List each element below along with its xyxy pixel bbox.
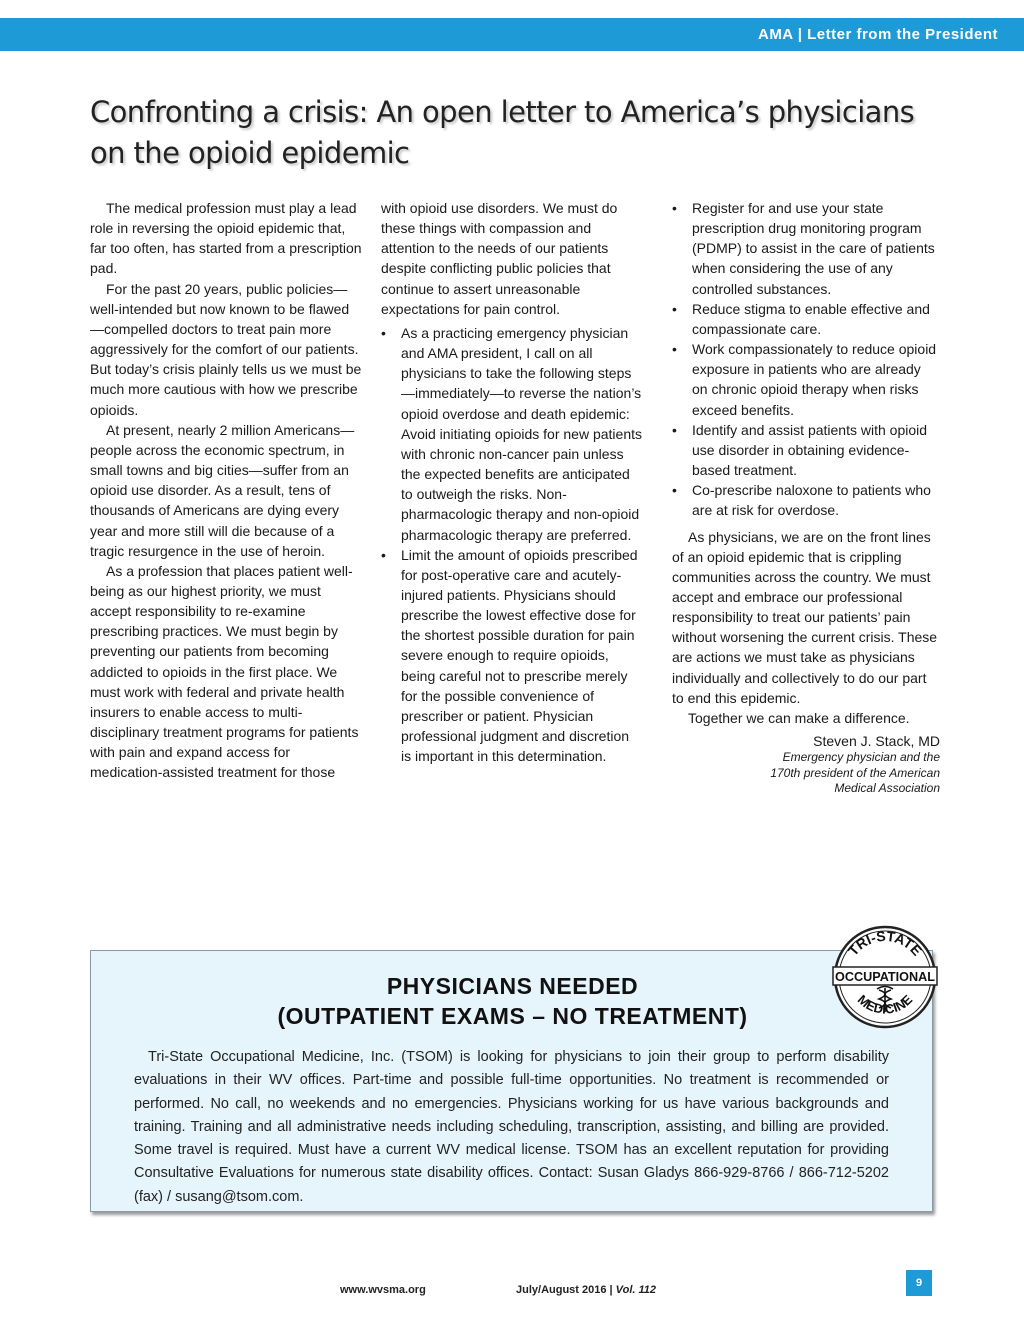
signature-role: 170th president of the American: [770, 765, 940, 780]
caduceus-icon: [877, 987, 893, 1013]
footer-issue: [516, 1284, 656, 1296]
list-item: • Limit the amount of opioids prescribed for post-operative care and acutely-injured patients. Physicians should prescribe the lowest effective dose for the shortest possible duration for pain severe enough to require opioids, being careful not to prescribe merely for the possible convenience of prescriber or patient. Physician professional judgment and discretion is important in this determination.: [381, 545, 643, 767]
paragraph: The medical profession must play a lead role in reversing the opioid epidemic that, far too often, has started from a prescription pad.: [90, 200, 362, 277]
tsom-logo-icon: [830, 920, 940, 1030]
footer-website: www.wvsma.org: [340, 1284, 426, 1296]
paragraph: For the past 20 years, public policies—well-intended but now known to be flawed—compelled doctors to treat pain more aggressively for the comfort of our patients. But today’s crisis plainly tells us we must be much more cautious with how we prescribe opioids.: [90, 280, 362, 418]
action-list: [672, 198, 940, 521]
paragraph: Together we can make a difference.: [688, 709, 910, 726]
logo-top-text: TRI-STATE: [844, 927, 926, 959]
article-title: Confronting a crisis: An open letter to America’s physicians on the opioid epidemic: [90, 95, 915, 170]
signature-block: [672, 732, 940, 797]
list-item: • Work compassionately to reduce opioid exposure in patients who are already on chronic opioid therapy when risks exceed benefits.: [672, 339, 940, 420]
list-item: • Register for and use your state prescription drug monitoring program (PDMP) to assist in the care of patients when considering the use of any controlled substances.: [672, 198, 940, 299]
job-advertisement: [90, 950, 936, 1212]
page-number: 9: [906, 1270, 932, 1296]
logo-middle-text: OCCUPATIONAL: [835, 970, 936, 984]
ad-heading: PHYSICIANS NEEDED: [386, 973, 639, 999]
action-list: [381, 323, 643, 766]
letter-column-3: [672, 198, 940, 797]
paragraph: with opioid use disorders. We must do these things with compassion and attention to the needs of our patients despite conflicting public policies that continue to assert unreasonable expectations for pain control.: [381, 200, 618, 317]
letter-column-1: [90, 198, 362, 783]
list-item: • Reduce stigma to enable effective and compassionate care.: [672, 299, 940, 339]
list-item: • As a practicing emergency physician and AMA president, I call on all physicians to take the following steps—immediately—to reverse the nation’s opioid overdose and death epidemic: Avoid initiating opioids for new patients with chronic non-cancer pain unless the expected benefits are anticipated to outweigh the risks. Non-pharmacologic therapy and non-opioid pharmacologic therapy are preferred.: [381, 323, 643, 545]
signature-role: Emergency physician and the: [782, 750, 940, 765]
header-banner: [0, 18, 1024, 51]
footer-volume: Vol. 112: [615, 1284, 657, 1296]
ad-subheading: (OUTPATIENT EXAMS – NO TREATMENT): [277, 1003, 748, 1029]
paragraph: As a profession that places patient well-being as our highest priority, we must accept responsibility to re-examine prescribing practices. We must begin by preventing our patients from becoming addicted to opioids in the first place. We must work with federal and private health insurers to enable access to multi-disciplinary treatment programs for patients with pain and expand access for medication-assisted treatment for those: [90, 562, 359, 781]
footer-date: July/August 2016 |: [516, 1284, 616, 1296]
letter-column-2: [381, 198, 643, 766]
ad-body: Tri-State Occupational Medicine, Inc. (TSOM) is looking for physicians to join their group to perform disability evaluations in their WV offices. Part-time and possible full-time opportunities. No treatment is recommended or performed. No call, no weekends and no emergencies. Physicians working for us have various backgrounds and training. Training and all administrative needs including scheduling, transcription, assisting, and billing are provided. Some travel is required. Must have a current WV medical license. TSOM has an excellent reputation for providing Consultative Evaluations for numerous state disability offices. Contact: Susan Gladys 866-929-8766 / 866-712-5202 (fax) / susang@tsom.com.: [134, 1049, 889, 1205]
signature-role: Medical Association: [834, 781, 940, 796]
signature-name: Steven J. Stack, MD: [813, 733, 940, 750]
paragraph: At present, nearly 2 million Americans—people across the economic spectrum, in small towns and big cities—suffer from an opioid use disorder. As a result, tens of thousands of Americans are dying every year and more still will die because of a tragic resurgence in the use of heroin.: [90, 421, 355, 559]
list-item: • Co-prescribe naloxone to patients who are at risk for overdose.: [672, 480, 940, 520]
list-item: • Identify and assist patients with opioid use disorder in obtaining evidence-based treatment.: [672, 420, 940, 480]
paragraph: As physicians, we are on the front lines of an opioid epidemic that is crippling communities across the country. We must accept and embrace our professional responsibility to treat our patients’ pain without worsening the current crisis. These are actions we must take as physicians individually and collectively to do our part to end this epidemic.: [672, 528, 938, 706]
logo-bottom-text: MEDICINE: [854, 991, 916, 1017]
section-label: AMA | Letter from the President: [757, 26, 998, 43]
